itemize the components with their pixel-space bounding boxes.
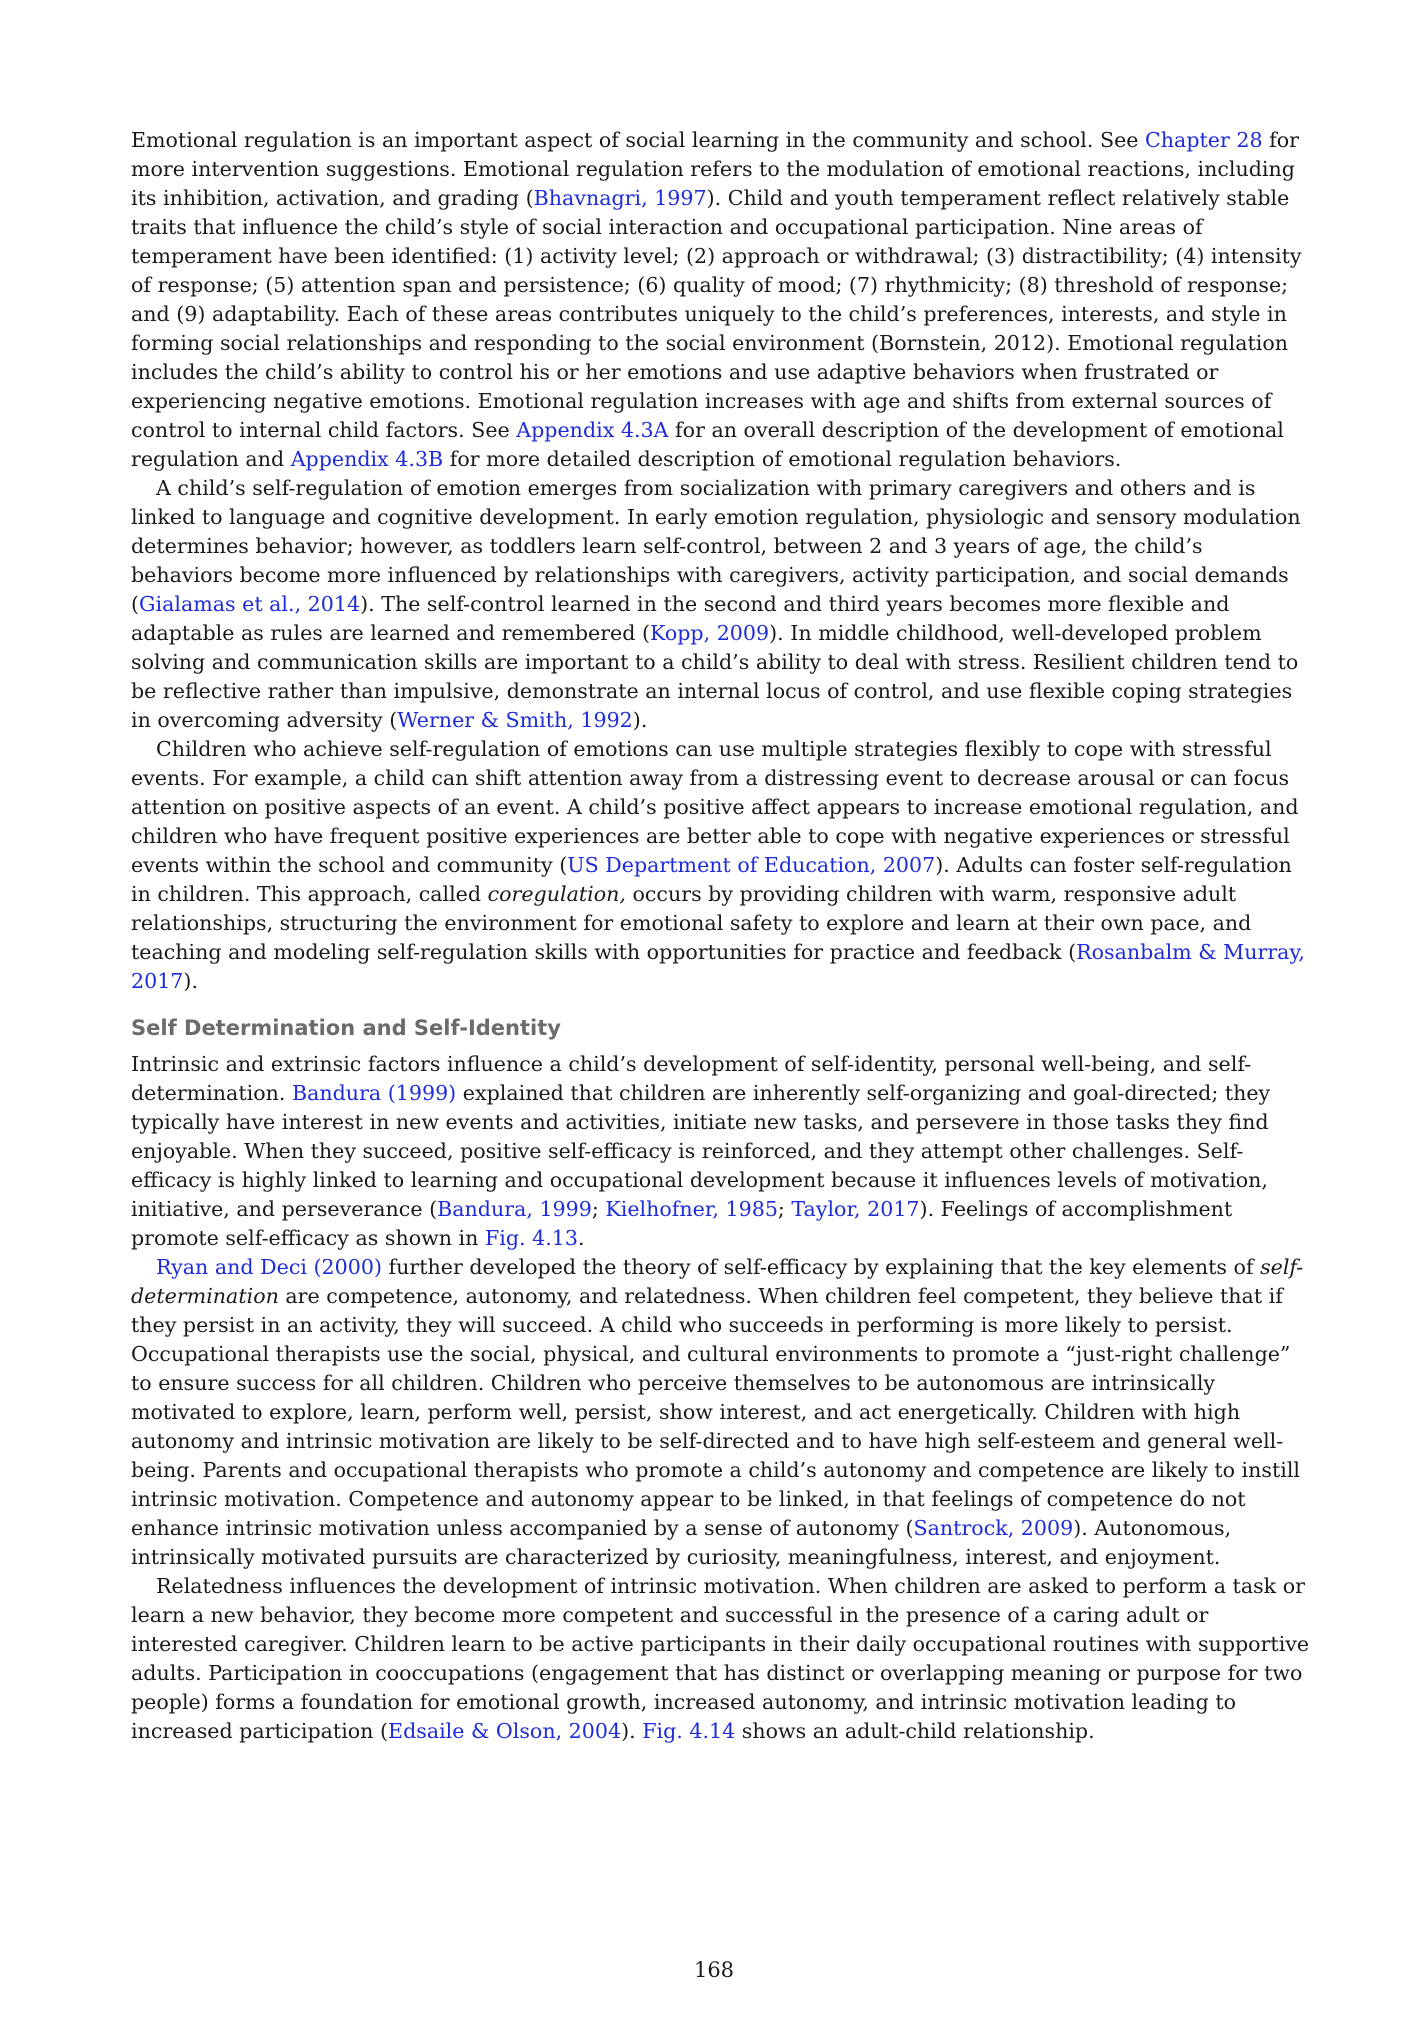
- text: Children who achieve self-regulation of emotions can use multiple strategies flexibly to cope with stressful events. For example, a child can shift attention away from a distressing event to decrease arousal or can focus attention on positive aspects of an event. A child’s positive affect appears to increase emotional regulation, and children who have frequent positive experiences are better able to cope with negative experiences or stressful events within the school and community (: [131, 737, 1299, 877]
- document-body: [131, 126, 1311, 1746]
- link-taylor-2017[interactable]: Taylor, 2017: [791, 1197, 920, 1221]
- paragraph-self-determination: [131, 1253, 1311, 1572]
- link-chapter-28[interactable]: Chapter 28: [1145, 128, 1263, 152]
- text: for more detailed description of emotional regulation behaviors.: [443, 447, 1122, 471]
- link-kielhofner-1985[interactable]: Kielhofner, 1985: [605, 1197, 778, 1221]
- link-us-dept-education-2007[interactable]: US Department of Education, 2007: [567, 853, 936, 877]
- text: ).: [632, 708, 648, 732]
- text: ;: [591, 1197, 606, 1221]
- text: ). Autonomous, intrinsically motivated pursuits are characterized by curiosity, meaningfulness, interest, and enjoyment.: [131, 1516, 1232, 1569]
- text: explained that children are inherently self-organizing and goal-directed; they typically have interest in new events and activities, initiate new tasks, and persevere in those tasks they find enjoyable. When they succeed, positive self-efficacy is reinforced, and they attempt other challenges. Self-efficacy is highly linked to learning and occupational development because it influences levels of motivation, initiative, and perseverance (: [131, 1081, 1271, 1221]
- text: A child’s self-regulation of emotion emerges from socialization with primary caregivers and others and is linked to language and cognitive development. In early emotion regulation, physiologic and sensory modulation determines behavior; however, as toddlers learn self-control, between 2 and 3 years of age, the child’s behaviors become more influenced by relationships with caregivers, activity participation, and social demands (: [131, 476, 1301, 616]
- paragraph-emotional-regulation: [131, 126, 1311, 474]
- text: ). Adults can foster self-regulation in children. This approach, called: [131, 853, 1292, 906]
- text: ). Child and youth temperament reflect relatively stable traits that influence the child’s style of social interaction and occupational participation. Nine areas of temperament have been identified: (1) activity level; (2) approach or withdrawal; (3) distractibility; (4) intensity of response; (5) attention span and persistence; (6) quality of mood; (7) rhythmicity; (8) threshold of response; and (9) adaptability. Each of these areas contributes uniquely to the child’s preferences, interests, and style in forming social relationships and responding to the social environment (Bornstein, 2012). Emotional regulation includes the child’s ability to control his or her emotions and use adaptive behaviors when frustrated or experiencing negative emotions. Emotional regulation increases with age and shifts from external sources of control to internal child factors. See: [131, 186, 1302, 442]
- link-appendix-4-3a[interactable]: Appendix 4.3A: [516, 418, 669, 442]
- emphasis-coregulation: coregulation,: [487, 882, 626, 906]
- page-number: 168: [693, 1958, 735, 1982]
- paragraph-self-identity: [131, 1050, 1311, 1253]
- text: for more intervention suggestions. Emotional regulation refers to the modulation of emotional reactions, including its inhibition, activation, and grading (: [131, 128, 1299, 210]
- emphasis-self-determination: self-determination: [131, 1255, 1304, 1308]
- link-bhavnagri-1997[interactable]: Bhavnagri, 1997: [533, 186, 707, 210]
- text: occurs by providing children with warm, responsive adult relationships, structuring the environment for emotional safety to explore and learn at their own pace, and teaching and modeling self-regulation skills with opportunities for practice and feedback (: [131, 882, 1252, 964]
- text: ). The self-control learned in the second and third years becomes more flexible and adaptable as rules are learned and remembered (: [131, 592, 1230, 645]
- text: ). In middle childhood, well-developed problem solving and communication skills are important to a child’s ability to deal with stress. Resilient children tend to be reflective rather than impulsive, demonstrate an internal locus of control, and use flexible coping strategies in overcoming adversity (: [131, 621, 1299, 732]
- text: ).: [621, 1719, 643, 1743]
- section-heading: Self Determination and Self-Identity: [131, 1016, 561, 1040]
- link-gialamas-2014[interactable]: Gialamas et al., 2014: [139, 592, 361, 616]
- text: ;: [777, 1197, 792, 1221]
- link-santrock-2009[interactable]: Santrock, 2009: [913, 1516, 1074, 1540]
- text: shows an adult-child relationship.: [735, 1719, 1095, 1743]
- text: Emotional regulation is an important aspect of social learning in the community and school. See: [131, 128, 1146, 152]
- paragraph-coregulation: [131, 735, 1311, 996]
- text: ).: [183, 969, 199, 993]
- link-bandura-1999-b[interactable]: Bandura, 1999: [437, 1197, 592, 1221]
- link-werner-smith-1992[interactable]: Werner & Smith, 1992: [397, 708, 633, 732]
- paragraph-relatedness: [131, 1572, 1311, 1746]
- link-edsaile-olson-2004[interactable]: Edsaile & Olson, 2004: [388, 1719, 622, 1743]
- link-appendix-4-3b[interactable]: Appendix 4.3B: [290, 447, 444, 471]
- text: .: [577, 1226, 585, 1250]
- link-bandura-1999-a[interactable]: Bandura (1999): [291, 1081, 457, 1105]
- text: Intrinsic and extrinsic factors influence a child’s development of self-identity, personal well-being, and self-determination.: [131, 1052, 1252, 1105]
- paragraph-self-regulation: [131, 474, 1311, 735]
- text: further developed the theory of self-efficacy by explaining that the key elements of: [381, 1255, 1261, 1279]
- text: for an overall description of the development of emotional regulation and: [131, 418, 1284, 471]
- link-ryan-deci-2000[interactable]: Ryan and Deci (2000): [156, 1255, 382, 1279]
- link-kopp-2009[interactable]: Kopp, 2009: [650, 621, 770, 645]
- link-rosanbalm-murray-2017[interactable]: Rosanbalm & Murray, 2017: [131, 940, 1305, 993]
- text: ). Feelings of accomplishment promote self-efficacy as shown in: [131, 1197, 1233, 1250]
- link-fig-4-13[interactable]: Fig. 4.13: [484, 1226, 578, 1250]
- text: Relatedness influences the development of intrinsic motivation. When children are asked to perform a task or learn a new behavior, they become more competent and successful in the presence of a caring adult or interested caregiver. Children learn to be active participants in their daily occupational routines with supportive adults. Participation in cooccupations (engagement that has distinct or overlapping meaning or purpose for two people) forms a foundation for emotional growth, increased autonomy, and intrinsic motivation leading to increased participation (: [131, 1574, 1310, 1743]
- text: are competence, autonomy, and relatedness. When children feel competent, they believe that if they persist in an activity, they will succeed. A child who succeeds in performing is more likely to persist. Occupational therapists use the social, physical, and cultural environments to promote a “just-right challenge” to ensure success for all children. Children who perceive themselves to be autonomous are intrinsically motivated to explore, learn, perform well, persist, show interest, and act energetically. Children with high autonomy and intrinsic motivation are likely to be self-directed and to have high self-esteem and general well-being. Parents and occupational therapists who promote a child’s autonomy and competence are likely to instill intrinsic motivation. Competence and autonomy appear to be linked, in that feelings of competence do not enhance intrinsic motivation unless accompanied by a sense of autonomy (: [131, 1284, 1301, 1540]
- link-fig-4-14[interactable]: Fig. 4.14: [642, 1719, 736, 1743]
